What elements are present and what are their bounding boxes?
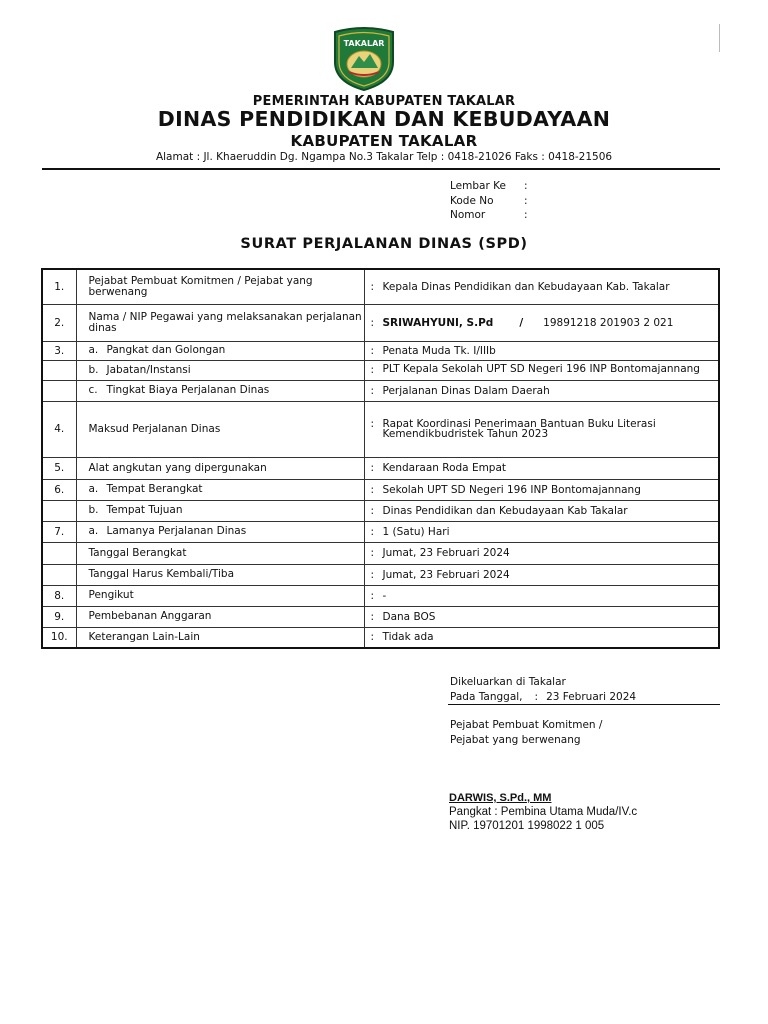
regency-heading: KABUPATEN TAKALAR (290, 132, 478, 150)
table-row: 6. a. Tempat Berangkat : Sekolah UPT SD Negeri 196 INP Bontomajannang (42, 479, 719, 500)
government-heading: PEMERINTAH KABUPATEN TAKALAR (252, 94, 516, 109)
table-row: b. Tempat Tujuan : Dinas Pendidikan dan Kebudayaan Kab Takalar (42, 500, 719, 521)
table-row: 10. Keterangan Lain-Lain : Tidak ada (42, 627, 719, 648)
table-row: 8. Pengikut : - (42, 585, 719, 606)
official-title-2: Pejabat yang berwenang (450, 734, 581, 746)
edge-line (719, 24, 720, 52)
date-underline (448, 704, 720, 705)
official-title-1: Pejabat Pembuat Komitmen / (450, 719, 603, 731)
table-row: 2. Nama / NIP Pegawai yang melaksanakan perjalanan dinas : SRIWAHYUNI, S.Pd / 19891218 201903 2 021 (42, 304, 719, 341)
table-row: 9. Pembebanan Anggaran : Dana BOS (42, 606, 719, 627)
table-row: 7. a. Lamanya Perjalanan Dinas : 1 (Satu) Hari (42, 521, 719, 542)
table-row: 1. Pejabat Pembuat Komitmen / Pejabat yang berwenang : Kepala Dinas Pendidikan dan Kebudayaan Kab. Takalar (42, 269, 719, 304)
document-title: SURAT PERJALANAN DINAS (SPD) (240, 236, 528, 252)
spd-table (41, 268, 720, 649)
signatory-rank: Pangkat : Pembina Utama Muda/IV.c (449, 806, 638, 818)
table-row: Tanggal Harus Kembali/Tiba : Jumat, 23 Februari 2024 (42, 564, 719, 585)
table-row: 3. a. Pangkat dan Golongan : Penata Muda Tk. I/IIIb (42, 341, 719, 360)
table-row: 5. Alat angkutan yang dipergunakan : Kendaraan Roda Empat (42, 457, 719, 479)
issued-date: Pada Tanggal, : 23 Februari 2024 (450, 691, 637, 703)
table-row: Tanggal Berangkat : Jumat, 23 Februari 2024 (42, 542, 719, 564)
table-row: b. Jabatan/Instansi : PLT Kepala Sekolah UPT SD Negeri 196 INP Bontomajannang (42, 360, 719, 380)
table-row: 4. Maksud Perjalanan Dinas : Rapat Koordinasi Penerimaan Bantuan Buku Literasi Kemendikbudristek Tahun 2023 (42, 401, 719, 457)
signatory-nip: NIP. 19701201 1998022 1 005 (449, 820, 605, 832)
agency-heading: DINAS PENDIDIKAN DAN KEBUDAYAAN (157, 107, 611, 131)
traveler-nip: 19891218 201903 2 021 (543, 316, 674, 329)
header-divider (42, 168, 720, 170)
signatory-name: DARWIS, S.Pd., MM (449, 792, 552, 804)
agency-address: Alamat : Jl. Khaeruddin Dg. Ngampa No.3 Takalar Telp : 0418-21026 Faks : 0418-21506 (155, 151, 613, 163)
traveler-name: SRIWAHYUNI, S.Pd (382, 316, 494, 329)
table-row: c. Tingkat Biaya Perjalanan Dinas : Perjalanan Dinas Dalam Daerah (42, 380, 719, 401)
takalar-emblem-icon (329, 24, 399, 92)
issued-place: Dikeluarkan di Takalar (450, 676, 566, 688)
svg-text:TAKALAR: TAKALAR (343, 39, 385, 48)
